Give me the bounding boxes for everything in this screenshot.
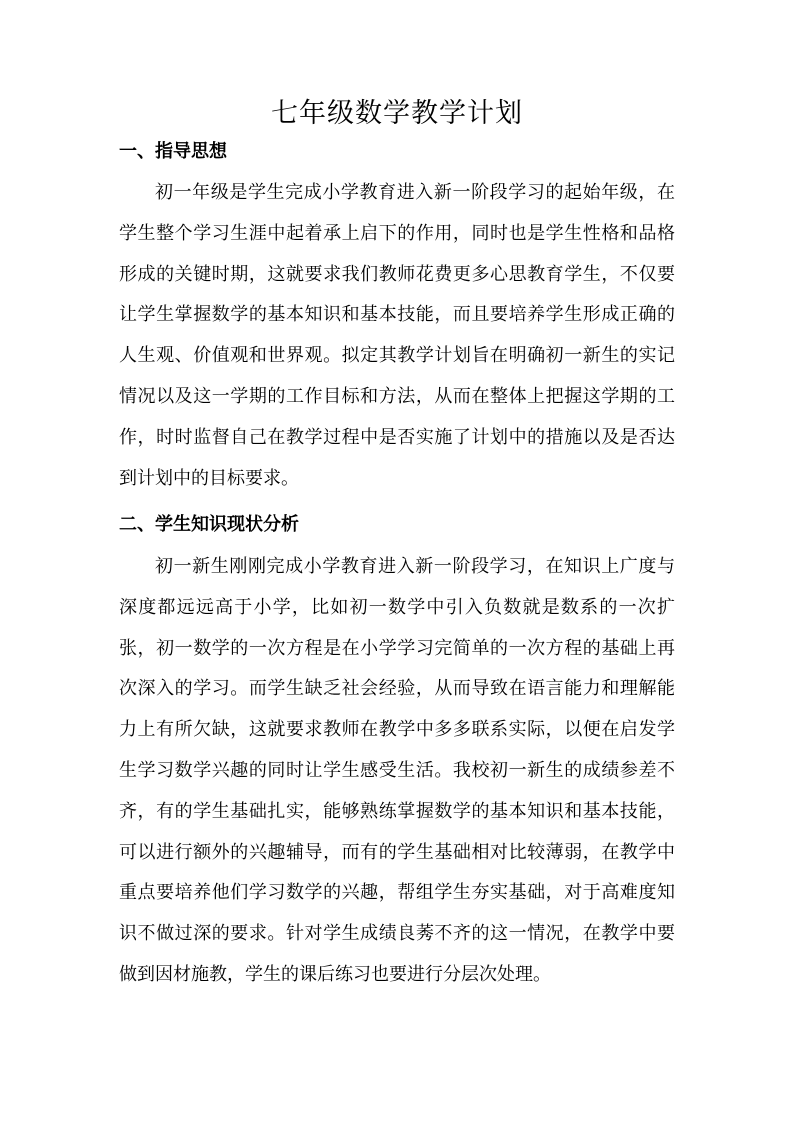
section-heading-guiding-thought: 一、指导思想: [119, 141, 227, 162]
section-paragraph-guiding-thought: 初一年级是学生完成小学教育进入新一阶段学习的起始年级，在学生整个学习生涯中起着承上启下的作用，同时也是学生性格和品格形成的关键时期，这就要求我们教师花费更多心思教育学生，不仅要让学生掌握数学的基本知识和基本技能，而且要培养学生形成正确的人生观、价值观和世界观。拟定其教学计划旨在明确初一新生的实记情况以及这一学期的工作目标和方法，从而在整体上把握这学期的工作，时时监督自己在教学过程中是否实施了计划中的措施以及是否达到计划中的目标要求。: [119, 182, 675, 489]
section-heading-student-analysis: 二、学生知识现状分析: [119, 514, 299, 535]
document-title: 七年级数学教学计划: [271, 98, 523, 129]
section-paragraph-student-analysis: 初一新生刚刚完成小学教育进入新一阶段学习，在知识上广度与深度都远远高于小学，比如初一数学中引入负数就是数系的一次扩张，初一数学的一次方程是在小学学习完简单的一次方程的基础上再次深入的学习。而学生缺乏社会经验，从而导致在语言能力和理解能力上有所欠缺，这就要求教师在教学中多多联系实际，以便在启发学生学习数学兴趣的同时让学生感受生活。我校初一新生的成绩参差不齐，有的学生基础扎实，能够熟练掌握数学的基本知识和基本技能，可以进行额外的兴趣辅导，而有的学生基础相对比较薄弱，在教学中重点要培养他们学习数学的兴趣，帮组学生夯实基础，对于高难度知识不做过深的要求。针对学生成绩良莠不齐的这一情况，在教学中要做到因材施教，学生的课后练习也要进行分层次处理。: [119, 556, 675, 985]
